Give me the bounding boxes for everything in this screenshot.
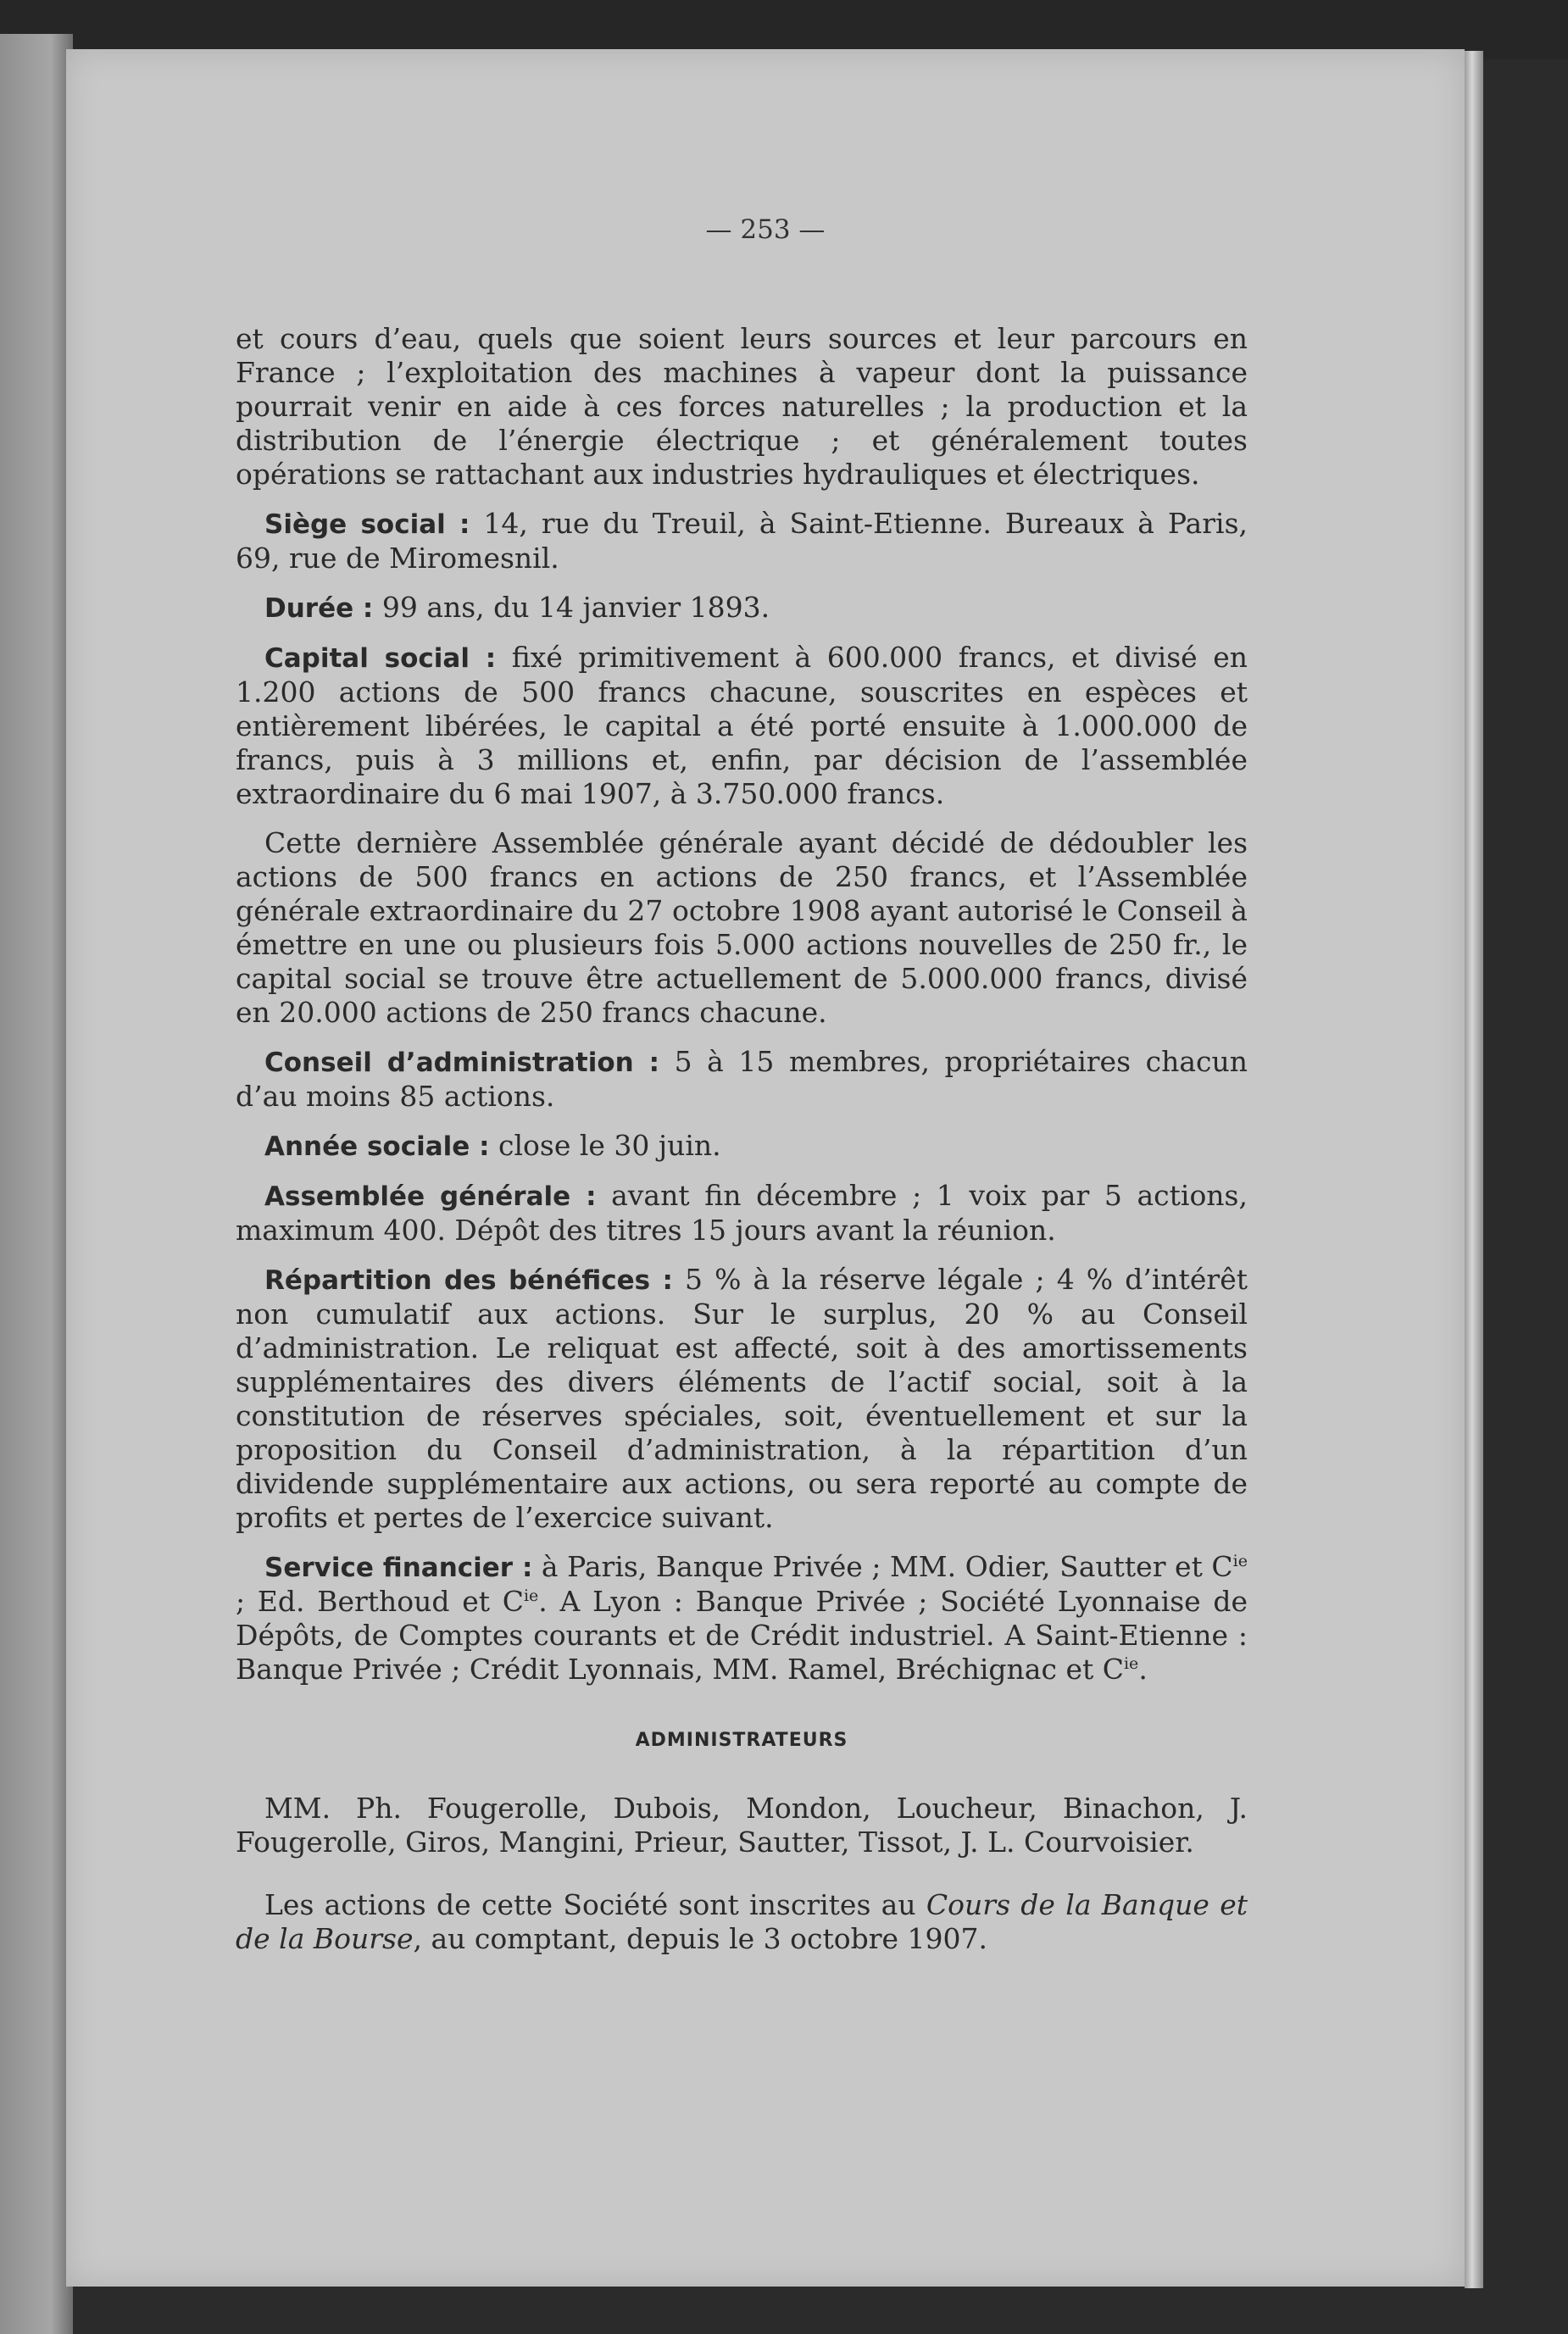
- page-body: [236, 322, 1248, 1971]
- superscript: ie: [523, 1587, 539, 1605]
- section-repartition: [236, 1263, 1248, 1535]
- section-text: 99 ans, du 14 janvier 1893.: [373, 591, 770, 624]
- section-capital-social: [236, 641, 1248, 811]
- book-page: [66, 49, 1465, 2287]
- closing-paragraph: [236, 1888, 1248, 1956]
- previous-page-edge: [0, 34, 73, 2334]
- section-label: Année sociale :: [264, 1131, 490, 1162]
- section-service-financier: [236, 1550, 1248, 1687]
- section-label: Siège social :: [264, 509, 470, 540]
- administrators-paragraph: MM. Ph. Fougerolle, Dubois, Mondon, Loucheur, Binachon, J. Fougerolle, Giros, Mangini, Prieur, Sautter, Tissot, J. L. Courvoisier.: [236, 1792, 1248, 1859]
- section-capital-continuation: [236, 826, 1248, 1030]
- section-text: 5 % à la réserve légale ; 4 % d’intérêt non cumulatif aux actions. Sur le surplus, 20 % au Conseil d’administration. Le reliquat est affecté, soit à des amortissements supplémentaires des divers éléments de l’actif social, soit à la constitution de réserves spéciales, soit, éventuellement et sur la proposition du Conseil d’administration, à la répartition d’un dividende supplémentaire aux actions, ou sera reporté au compte de profits et pertes de l’exercice suivant.: [236, 1263, 1248, 1534]
- closing-text-c: , au comptant, depuis le 3 octobre 1907.: [413, 1922, 988, 1955]
- section-text: avant fin décembre ; 1 voix par 5 actions, maximum 400. Dépôt des titres 15 jours avant la réunion.: [236, 1179, 1248, 1247]
- superscript: ie: [1232, 1552, 1248, 1570]
- intro-paragraph: et cours d’eau, quels que soient leurs sources et leur parcours en France ; l’exploitation des machines à vapeur dont la puissance pourrait venir en aide à ces forces naturelles ; la production et la distribution de l’énergie électrique ; et généralement toutes opérations se rattachant aux industries hydrauliques et électriques.: [236, 322, 1248, 491]
- section-label: Service financier :: [264, 1553, 533, 1583]
- section-text: close le 30 juin.: [489, 1129, 721, 1162]
- section-annee-sociale: [236, 1129, 1248, 1164]
- section-siege-social: [236, 507, 1248, 575]
- page-stack-edge: [1465, 51, 1483, 2288]
- section-text: fixé primitivement à 600.000 francs, et divisé en 1.200 actions de 500 francs chacune, souscrites en espèces et entièrement libérées, le capital a été porté ensuite à 1.000.000 de francs, puis à 3 millions et, enfin, par décision de l’assemblée extraordinaire du 6 mai 1907, à 3.750.000 francs.: [236, 641, 1248, 810]
- section-label: Assemblée générale :: [264, 1181, 597, 1212]
- closing-text-a: Les actions de cette Société sont inscrites au: [264, 1888, 926, 1921]
- superscript: ie: [1123, 1654, 1139, 1673]
- section-label: Conseil d’administration :: [264, 1048, 659, 1078]
- section-label: Répartition des bénéfices :: [264, 1265, 673, 1296]
- section-text: 5 à 15 membres, propriétaires chacun d’au moins 85 actions.: [236, 1045, 1248, 1113]
- service-text-2: ; Ed. Berthoud et C: [236, 1585, 524, 1618]
- service-text-1: à Paris, Banque Privée ; MM. Odier, Sautter et C: [532, 1550, 1233, 1583]
- section-label: Durée :: [264, 593, 374, 624]
- section-duree: [236, 591, 1248, 625]
- service-text-3: . A Lyon : Banque Privée ; Société Lyonnaise de Dépôts, de Comptes courants et de Crédit industriel. A Saint-Etienne : Banque Privée ; Crédit Lyonnais, MM. Ramel, Bréchignac et C: [236, 1585, 1248, 1686]
- section-heading: ADMINISTRATEURS: [635, 1730, 848, 1751]
- page-number: — 253 —: [705, 214, 826, 245]
- closing-italic-title: Cours de la Banque et de la Bourse: [236, 1888, 1248, 1955]
- service-text-4: .: [1138, 1653, 1148, 1686]
- section-conseil: [236, 1045, 1248, 1114]
- section-assemblee-generale: [236, 1179, 1248, 1248]
- section-text: 14, rue du Treuil, à Saint-Etienne. Bureaux à Paris, 69, rue de Miromesnil.: [236, 507, 1248, 575]
- section-text: Cette dernière Assemblée générale ayant décidé de dédoubler les actions de 500 francs en actions de 250 francs, et l’Assemblée générale extraordinaire du 27 octobre 1908 ayant autorisé le Conseil à émettre en une ou plusieurs fois 5.000 actions nouvelles de 250 fr., le capital social se trouve être actuellement de 5.000.000 francs, divisé en 20.000 actions de 250 francs chacune.: [236, 826, 1248, 1029]
- section-label: Capital social :: [264, 643, 497, 674]
